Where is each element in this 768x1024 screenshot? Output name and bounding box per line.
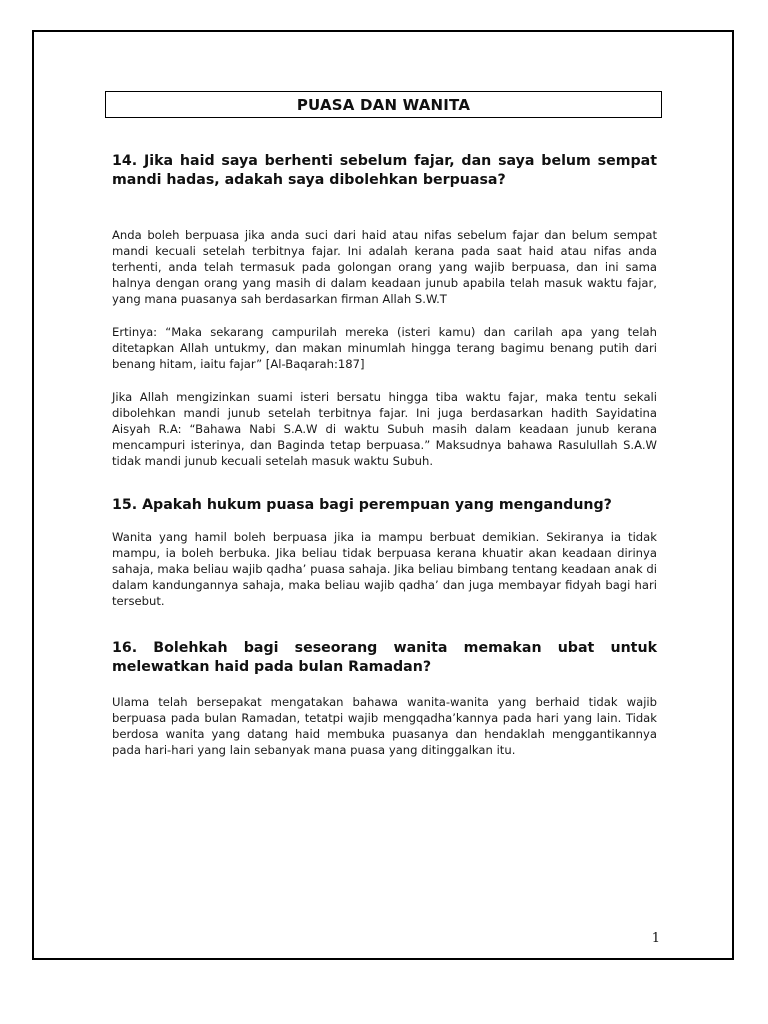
page-number: 1 <box>651 931 660 946</box>
question-16: 16. Bolehkah bagi seseorang wanita memakan ubat untuk melewatkan haid pada bulan Ramadan? <box>112 640 657 675</box>
answer-16-paragraph-1: Ulama telah bersepakat mengatakan bahawa wanita-wanita yang berhaid tidak wajib berpuasa pada bulan Ramadan, tetatpi wajib mengqadha’kannya pada hari yang lain. Tidak berdosa wanita yang datang haid membuka puasanya dan hendaklah menggantikannya pada hari-hari yang lain sebanyak mana puasa yang ditinggalkan itu. <box>112 695 657 757</box>
answer-15-paragraph-1: Wanita yang hamil boleh berpuasa jika ia mampu berbuat demikian. Sekiranya ia tidak mampu, ia boleh berbuka. Jika beliau tidak berpuasa kerana khuatir akan keadaan dirinya sahaja, maka beliau wajib qadha’ puasa sahaja. Jika beliau bimbang tentang keadaan anak di dalam kandungannya sahaja, maka beliau wajib qadha’ dan juga membayar fidyah bagi hari tersebut. <box>112 530 657 608</box>
question-15: 15. Apakah hukum puasa bagi perempuan yang mengandung? <box>112 497 612 513</box>
answer-14-paragraph-1: Anda boleh berpuasa jika anda suci dari haid atau nifas sebelum fajar dan belum sempat mandi kecuali setelah terbitnya fajar. Ini adalah kerana pada saat haid atau nifas anda terhenti, anda telah termasuk pada golongan orang yang wajib berpuasa, dan ini sama halnya dengan orang yang masih di dalam keadaan junub apabila telah masuk waktu fajar, yang mana puasanya sah berdasarkan firman Allah S.W.T <box>112 228 657 306</box>
document-body <box>112 152 657 758</box>
document-title <box>105 91 662 118</box>
answer-14-paragraph-2: Ertinya: “Maka sekarang campurilah mereka (isteri kamu) dan carilah apa yang telah ditetapkan Allah untukmy, dan makan minumlah hingga terang bagimu benang putih dari benang hitam, iaitu fajar” [Al-Baqarah:187] <box>112 325 657 371</box>
question-14: 14. Jika haid saya berhenti sebelum fajar, dan saya belum sempat mandi hadas, adakah saya dibolehkan berpuasa? <box>112 153 657 188</box>
document-title-text: PUASA DAN WANITA <box>296 95 471 114</box>
answer-14-paragraph-3: Jika Allah mengizinkan suami isteri bersatu hingga tiba waktu fajar, maka tentu sekali dibolehkan mandi junub setelah terbitnya fajar. Ini juga berdasarkan hadith Sayidatina Aisyah R.A: “Bahawa Nabi S.A.W di waktu Subuh masih dalam keadaan junub kerana mencampuri isterinya, dan Baginda tetap berpuasa.” Maksudnya bahawa Rasulullah S.A.W tidak mandi junub kecuali setelah masuk waktu Subuh. <box>112 390 657 468</box>
